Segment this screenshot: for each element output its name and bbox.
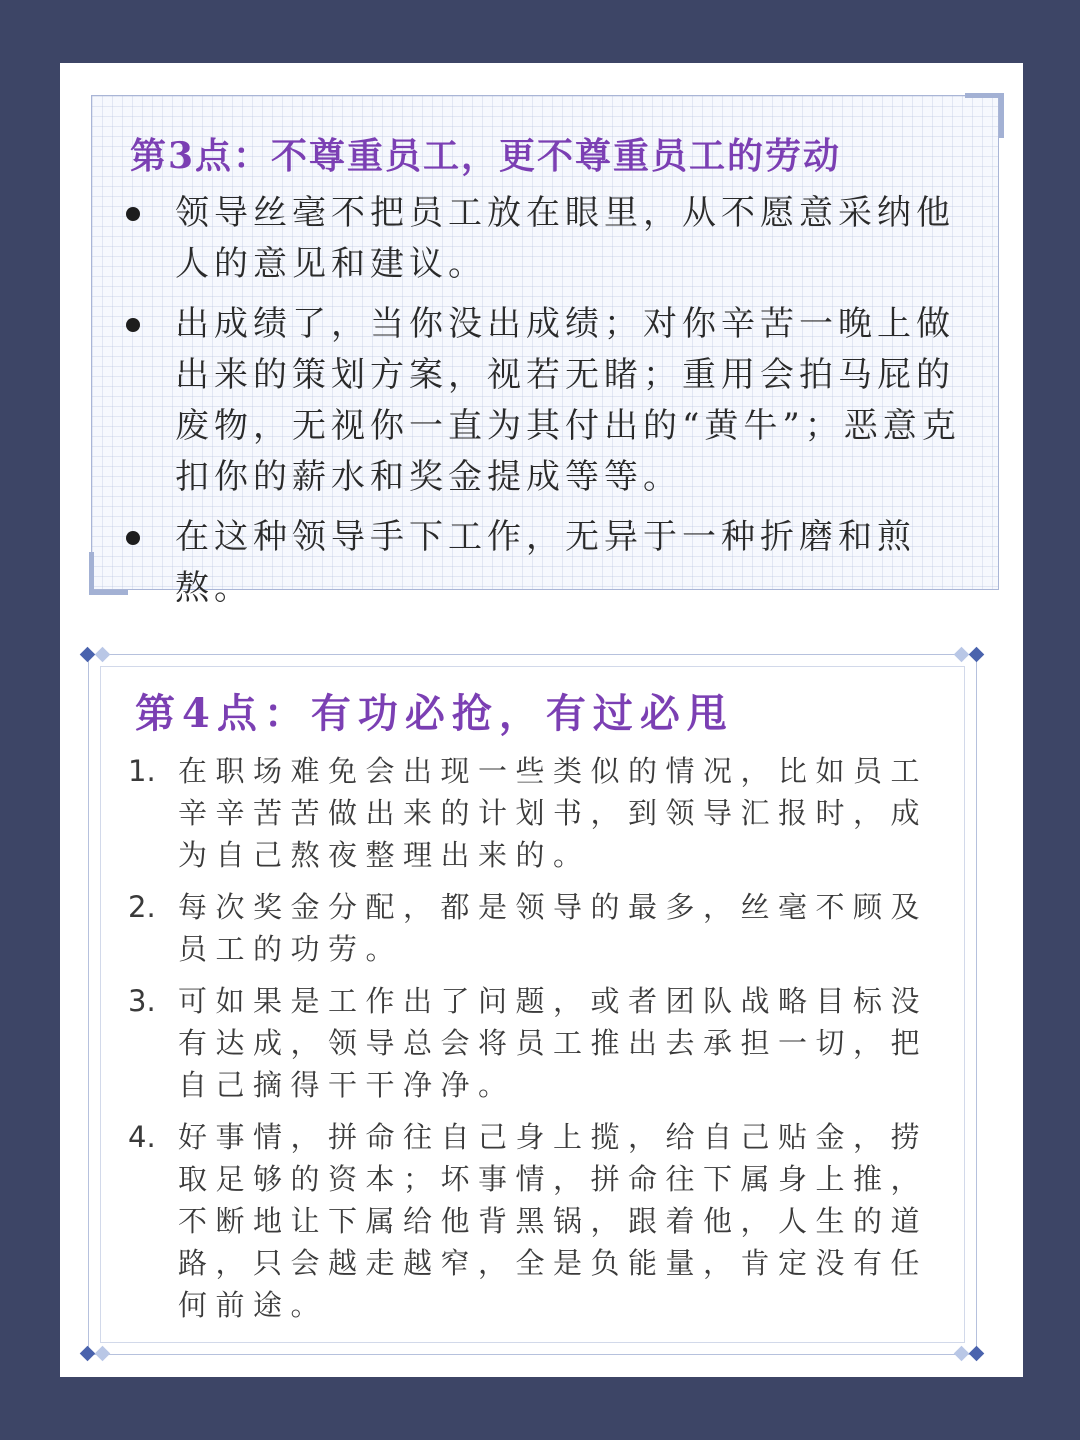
section-3-bullet-list: [122, 188, 992, 623]
list-text: 每次奖金分配，都是领导的最多，丝毫不顾及员工的功劳。: [178, 890, 929, 966]
bullet-item: [122, 299, 992, 503]
list-number: 3.: [128, 984, 156, 1018]
list-item: [128, 980, 946, 1106]
section-4-title: 第4点：有功必抢，有过必甩: [135, 690, 734, 737]
bullet-dot-icon: [126, 207, 140, 221]
list-item: [128, 1116, 946, 1326]
bullet-text: 领导丝毫不把员工放在眼里，从不愿意采纳他人的意见和建议。: [175, 193, 955, 284]
corner-bracket-top-right: [965, 93, 1004, 138]
section-4-numbered-list: [128, 750, 946, 1336]
bullet-dot-icon: [126, 531, 140, 545]
list-text: 可如果是工作出了问题，或者团队战略目标没有达成，领导总会将员工推出去承担一切，把自己摘得干干净净。: [178, 984, 929, 1102]
list-item: [128, 750, 946, 876]
bullet-dot-icon: [126, 318, 140, 332]
list-item: [128, 886, 946, 970]
section-3-title: 第3点：不尊重员工，更不尊重员工的劳动: [130, 135, 842, 177]
list-number: 2.: [128, 890, 156, 924]
list-text: 在职场难免会出现一些类似的情况，比如员工辛辛苦苦做出来的计划书，到领导汇报时，成为自己熬夜整理出来的。: [178, 754, 929, 872]
list-number: 4.: [128, 1120, 156, 1154]
list-number: 1.: [128, 754, 156, 788]
bullet-item: [122, 188, 992, 290]
bullet-text: 出成绩了，当你没出成绩；对你辛苦一晚上做出来的策划方案，视若无睹；重用会拍马屁的废物，无视你一直为其付出的“黄牛”；恶意克扣你的薪水和奖金提成等等。: [175, 304, 961, 497]
bullet-text: 在这种领导手下工作，无异于一种折磨和煎熬。: [175, 517, 916, 608]
list-text: 好事情，拼命往自己身上揽，给自己贴金，捞取足够的资本；坏事情，拼命往下属身上推，不断地让下属给他背黑锅，跟着他，人生的道路，只会越走越窄，全是负能量，肯定没有任何前途。: [178, 1120, 929, 1322]
bullet-item: [122, 512, 992, 614]
